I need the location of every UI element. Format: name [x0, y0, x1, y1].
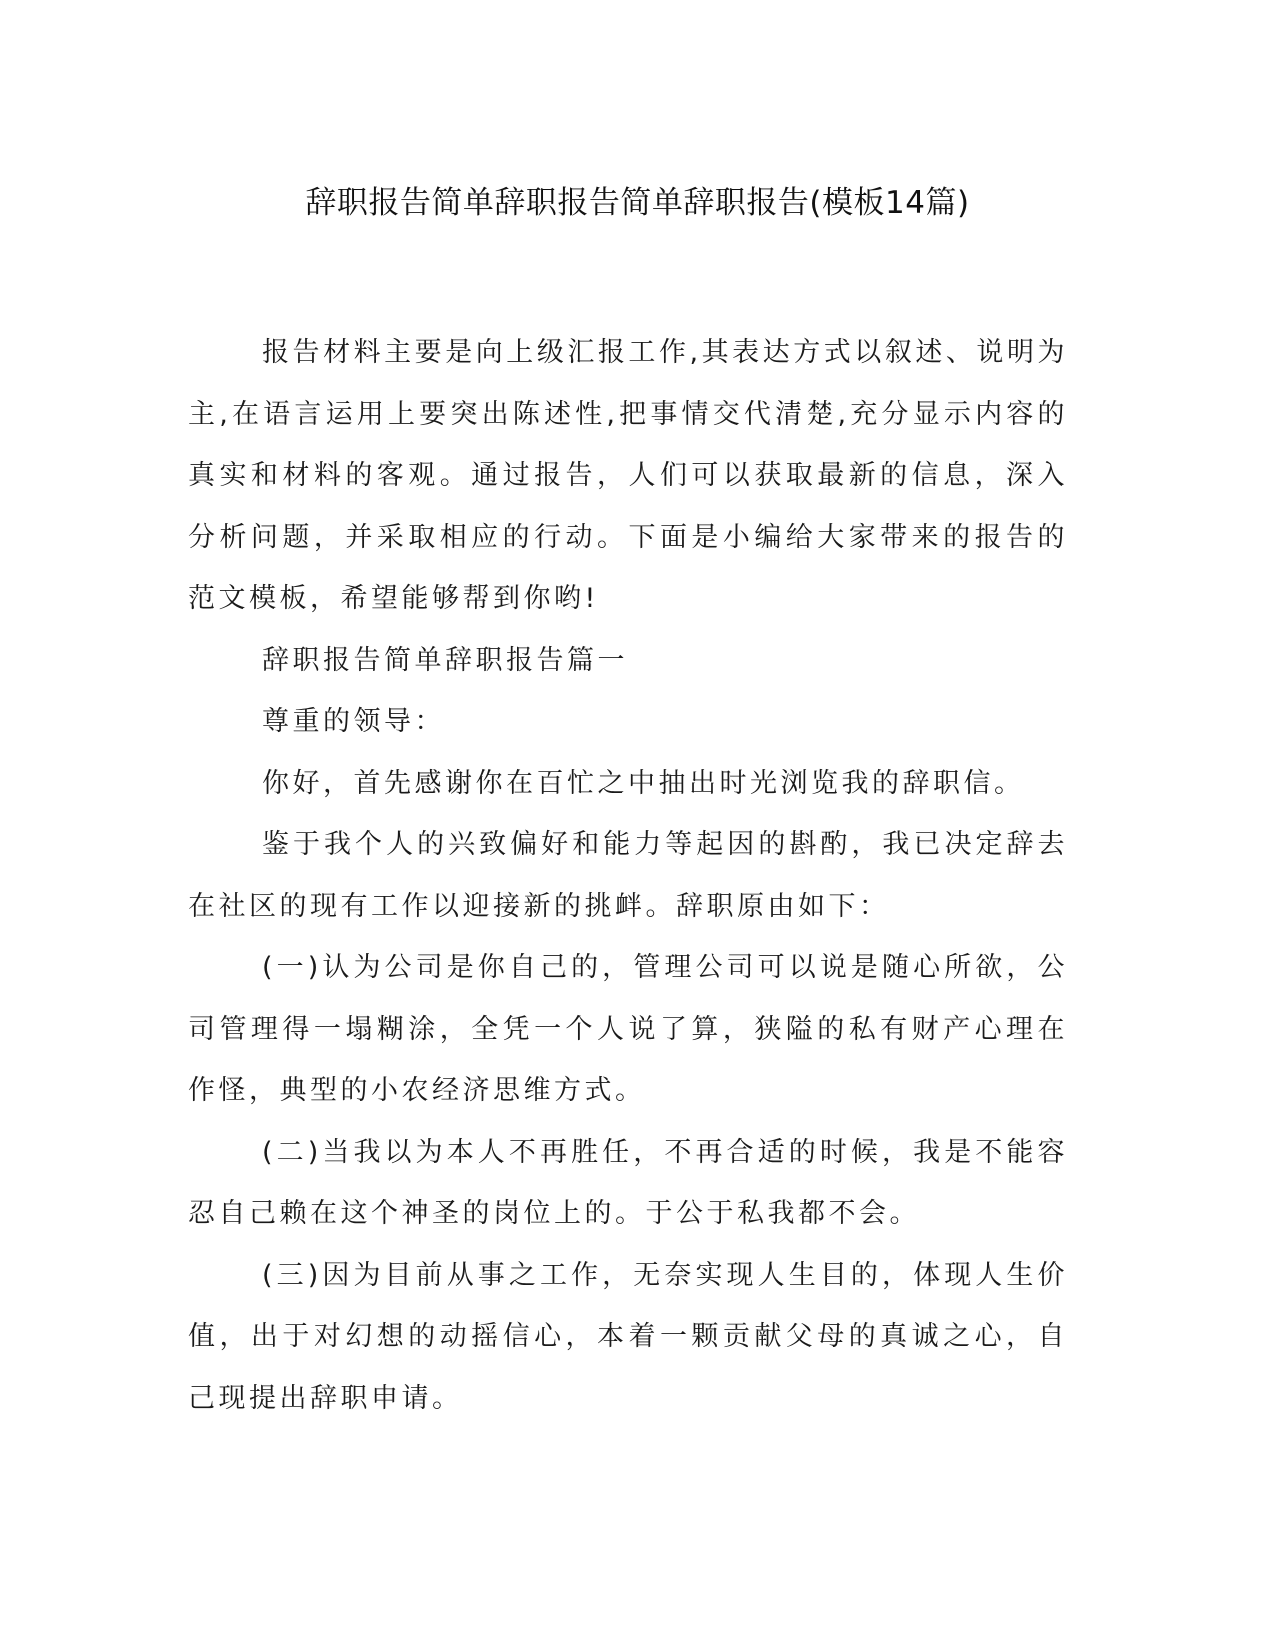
document-body	[188, 322, 1068, 1429]
document-title: 辞职报告简单辞职报告简单辞职报告(模板14篇)	[305, 185, 970, 221]
section-heading: 辞职报告简单辞职报告篇一	[262, 644, 628, 676]
salutation: 尊重的领导：	[262, 706, 445, 737]
reason-one-paragraph: (一)认为公司是你自己的，管理公司可以说是随心所欲，公司管理得一塌糊涂，全凭一个人说了算，狭隘的私有财产心理在作怪，典型的小农经济思维方式。	[188, 952, 1068, 1106]
intro-paragraph: 报告材料主要是向上级汇报工作,其表达方式以叙述、说明为主,在语言运用上要突出陈述性,把事情交代清楚,充分显示内容的真实和材料的客观。通过报告，人们可以获取最新的信息，深入分析问题，并采取相应的行动。下面是小编给大家带来的报告的范文模板，希望能够帮到你哟!	[188, 337, 1068, 614]
reason-three-paragraph: (三)因为目前从事之工作，无奈实现人生目的，体现人生价值，出于对幻想的动摇信心，本着一颗贡献父母的真诚之心，自己现提出辞职申请。	[188, 1259, 1068, 1414]
decision-paragraph: 鉴于我个人的兴致偏好和能力等起因的斟酌，我已决定辞去在社区的现有工作以迎接新的挑衅。辞职原由如下：	[188, 829, 1068, 922]
reason-two-paragraph: (二)当我以为本人不再胜任，不再合适的时候，我是不能容忍自己赖在这个神圣的岗位上的。于公于私我都不会。	[188, 1136, 1068, 1229]
greeting-paragraph: 你好，首先感谢你在百忙之中抽出时光浏览我的辞职信。	[262, 767, 1025, 799]
